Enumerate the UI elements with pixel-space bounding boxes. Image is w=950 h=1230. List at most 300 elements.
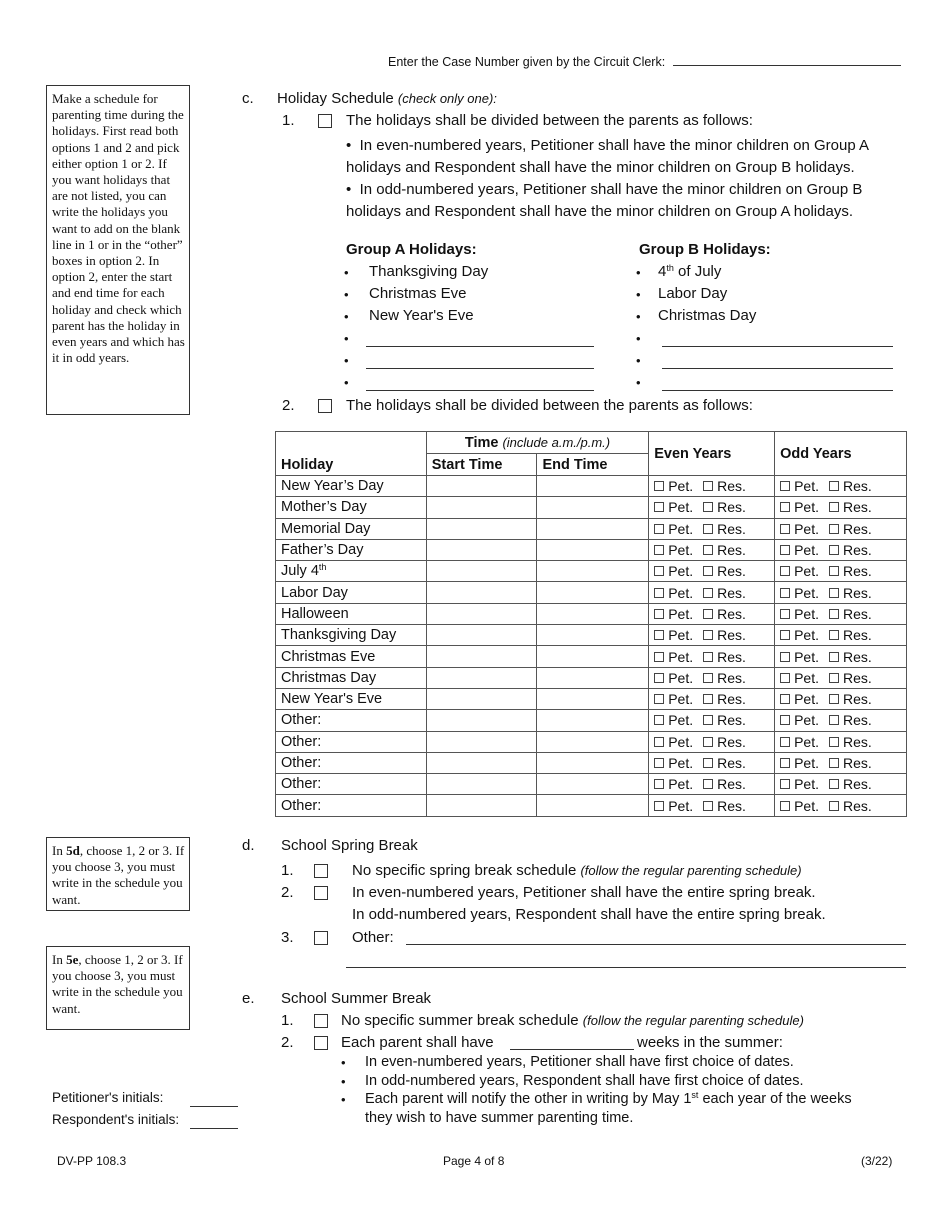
even-years-cell	[649, 710, 775, 731]
holiday-name-cell	[276, 625, 427, 646]
start-time-cell[interactable]	[426, 625, 537, 646]
col-time-label: Time	[464, 434, 499, 451]
checkbox-icon[interactable]	[703, 737, 713, 747]
respondent-initials-input[interactable]	[190, 1128, 238, 1129]
even-years-pet-option[interactable]	[654, 670, 693, 686]
res-label: Res.	[843, 733, 872, 750]
pet-label: Pet.	[794, 520, 819, 537]
case-number-field	[388, 55, 901, 69]
checkbox-icon[interactable]	[654, 630, 664, 640]
odd-years-pet-option[interactable]	[780, 712, 819, 728]
odd-years-res-option[interactable]	[829, 712, 872, 728]
checkbox-icon[interactable]	[703, 694, 713, 704]
checkbox-icon[interactable]	[780, 801, 790, 811]
revision-date: (3/22)	[861, 1154, 893, 1168]
checkbox-icon[interactable]	[780, 694, 790, 704]
checkbox-icon[interactable]	[654, 588, 664, 598]
res-label: Res.	[843, 669, 872, 686]
even-years-rule: • In even-numbered years, Petitioner shall have the minor children on Group A	[346, 137, 870, 154]
odd-years-cell	[775, 752, 907, 773]
pet-label: Pet.	[668, 584, 694, 601]
group-b-blank-line[interactable]	[662, 368, 893, 369]
even-years-pet-option[interactable]	[654, 798, 693, 814]
spring-option-2-checkbox[interactable]	[314, 886, 328, 900]
pet-label: Pet.	[668, 691, 694, 708]
even-years-res-option[interactable]	[703, 734, 746, 750]
even-years-pet-option[interactable]	[654, 606, 693, 622]
note-5d-post: , choose 1, 2 or 3. If you choose 3, you must write in the schedule you want.	[52, 843, 185, 907]
summer-notify-post: each year of the weeks	[698, 1091, 852, 1107]
odd-years-res-option[interactable]	[829, 521, 872, 537]
end-time-cell[interactable]	[537, 646, 649, 667]
even-years-cell	[649, 603, 775, 624]
even-years-pet-option[interactable]	[654, 776, 693, 792]
table-row	[276, 752, 907, 773]
end-time-cell[interactable]	[537, 795, 649, 816]
res-label: Res.	[843, 797, 872, 814]
checkbox-icon[interactable]	[703, 524, 713, 534]
even-years-pet-option[interactable]	[654, 478, 693, 494]
bullet: •	[636, 265, 641, 280]
checkbox-icon[interactable]	[654, 801, 664, 811]
checkbox-icon[interactable]	[829, 715, 839, 725]
end-time-cell[interactable]	[537, 603, 649, 624]
pet-label: Pet.	[794, 478, 819, 495]
note-5e-bold: 5e	[66, 952, 79, 967]
end-time-cell[interactable]	[537, 688, 649, 709]
holiday-name-cell	[276, 561, 427, 582]
odd-years-res-option[interactable]	[829, 563, 872, 579]
odd-years-cell	[775, 731, 907, 752]
start-time-cell[interactable]	[426, 688, 537, 709]
pet-label: Pet.	[794, 797, 819, 814]
odd-years-pet-option[interactable]	[780, 478, 819, 494]
page-number: Page 4 of 8	[443, 1154, 505, 1168]
end-time-cell[interactable]	[537, 561, 649, 582]
bullet: •	[344, 265, 349, 280]
even-years-cell	[649, 774, 775, 795]
odd-years-pet-option[interactable]	[780, 798, 819, 814]
res-label: Res.	[843, 755, 872, 771]
even-years-res-option[interactable]	[703, 478, 746, 494]
odd-years-res-option[interactable]	[829, 798, 872, 814]
res-label: Res.	[717, 776, 746, 793]
checkbox-icon[interactable]	[654, 609, 664, 619]
spring-option-3-text: Other:	[352, 929, 394, 946]
checkbox-icon[interactable]	[654, 758, 664, 768]
start-time-cell[interactable]	[426, 667, 537, 688]
checkbox-icon[interactable]	[654, 737, 664, 747]
odd-years-pet-option[interactable]	[780, 542, 819, 558]
odd-years-res-option[interactable]	[829, 755, 872, 771]
checkbox-icon[interactable]	[654, 502, 664, 512]
start-time-cell[interactable]	[426, 752, 537, 773]
pet-label: Pet.	[668, 542, 694, 559]
checkbox-icon[interactable]	[703, 801, 713, 811]
end-time-cell[interactable]	[537, 582, 649, 603]
checkbox-icon[interactable]	[780, 566, 790, 576]
odd-years-pet-option[interactable]	[780, 585, 819, 601]
even-years-res-option[interactable]	[703, 499, 746, 515]
even-years-cell	[649, 646, 775, 667]
start-time-cell[interactable]	[426, 561, 537, 582]
checkbox-icon[interactable]	[703, 609, 713, 619]
odd-years-res-option[interactable]	[829, 478, 872, 494]
bullet: •	[344, 331, 349, 346]
bullet: •	[344, 353, 349, 368]
checkbox-icon[interactable]	[703, 673, 713, 683]
group-a-blank-line[interactable]	[366, 390, 594, 391]
odd-years-rule: • In odd-numbered years, Petitioner shall have the minor children on Group B	[346, 181, 863, 198]
summer-option-1-number: 1.	[281, 1012, 294, 1029]
res-label: Res.	[717, 605, 746, 622]
even-years-res-option[interactable]	[703, 563, 746, 579]
even-years-cell	[649, 518, 775, 539]
spring-other-line-1[interactable]	[406, 944, 906, 945]
summer-option-2-checkbox[interactable]	[314, 1036, 328, 1050]
end-time-cell[interactable]	[537, 710, 649, 731]
end-time-cell[interactable]	[537, 667, 649, 688]
pet-label: Pet.	[668, 733, 694, 750]
pet-label: Pet.	[794, 563, 819, 580]
start-time-cell[interactable]	[426, 795, 537, 816]
even-years-res-option[interactable]	[703, 585, 746, 601]
pet-label: Pet.	[794, 648, 819, 665]
odd-years-res-option[interactable]	[829, 499, 872, 515]
holiday-name: Other:	[281, 733, 322, 750]
checkbox-icon[interactable]	[829, 673, 839, 683]
bullet: •	[344, 287, 349, 302]
checkbox-icon[interactable]	[829, 566, 839, 576]
checkbox-icon[interactable]	[703, 566, 713, 576]
holiday-name-cell	[276, 774, 427, 795]
col-time-header	[426, 432, 648, 454]
table-row	[276, 476, 907, 497]
even-years-pet-option[interactable]	[654, 712, 693, 728]
note-5e	[46, 946, 190, 1030]
odd-years-pet-option[interactable]	[780, 627, 819, 643]
pet-label: Pet.	[794, 542, 819, 559]
checkbox-icon[interactable]	[654, 524, 664, 534]
checkbox-icon[interactable]	[829, 630, 839, 640]
start-time-cell[interactable]	[426, 539, 537, 560]
odd-years-pet-option[interactable]	[780, 649, 819, 665]
group-b-blank-line[interactable]	[662, 390, 893, 391]
even-years-cell	[649, 476, 775, 497]
checkbox-icon[interactable]	[780, 502, 790, 512]
holiday-name-cell	[276, 688, 427, 709]
summer-notify-line2: they wish to have summer parenting time.	[365, 1110, 634, 1126]
checkbox-icon[interactable]	[703, 758, 713, 768]
option-1-checkbox[interactable]	[318, 114, 332, 128]
checkbox-icon[interactable]	[654, 481, 664, 491]
odd-years-pet-option[interactable]	[780, 563, 819, 579]
pet-label: Pet.	[794, 627, 819, 644]
checkbox-icon[interactable]	[703, 481, 713, 491]
even-years-pet-option[interactable]	[654, 755, 693, 771]
pet-label: Pet.	[668, 755, 694, 771]
odd-years-pet-option[interactable]	[780, 776, 819, 792]
option-1-bullets	[346, 135, 869, 223]
odd-years-cell	[775, 476, 907, 497]
odd-years-res-option[interactable]	[829, 670, 872, 686]
holiday-name: Mother’s Day	[281, 499, 367, 516]
res-label: Res.	[717, 733, 746, 750]
even-years-res-option[interactable]	[703, 755, 746, 771]
odd-years-res-option[interactable]	[829, 627, 872, 643]
checkbox-icon[interactable]	[703, 779, 713, 789]
start-time-cell[interactable]	[426, 476, 537, 497]
even-years-cell	[649, 561, 775, 582]
holiday-name: Other:	[281, 712, 322, 729]
table-row	[276, 518, 907, 539]
even-years-res-option[interactable]	[703, 521, 746, 537]
end-time-cell[interactable]	[537, 625, 649, 646]
checkbox-icon[interactable]	[780, 779, 790, 789]
checkbox-icon[interactable]	[654, 652, 664, 662]
checkbox-icon[interactable]	[780, 545, 790, 555]
even-years-pet-option[interactable]	[654, 521, 693, 537]
petitioner-initials-input[interactable]	[190, 1106, 238, 1107]
checkbox-icon[interactable]	[829, 779, 839, 789]
checkbox-icon[interactable]	[780, 524, 790, 534]
end-time-cell[interactable]	[537, 539, 649, 560]
res-label: Res.	[717, 627, 746, 644]
even-years-cell	[649, 752, 775, 773]
spring-option-3-checkbox[interactable]	[314, 931, 328, 945]
end-time-cell[interactable]	[537, 774, 649, 795]
summer-option-1-text	[341, 1012, 804, 1029]
pet-label: Pet.	[794, 712, 819, 729]
start-time-cell[interactable]	[426, 603, 537, 624]
checkbox-icon[interactable]	[829, 545, 839, 555]
odd-years-pet-option[interactable]	[780, 606, 819, 622]
note-5d	[46, 837, 190, 911]
spring-option-1-number: 1.	[281, 862, 294, 879]
table-row	[276, 731, 907, 752]
holiday-name-cell	[276, 795, 427, 816]
option-2-checkbox[interactable]	[318, 399, 332, 413]
checkbox-icon[interactable]	[654, 694, 664, 704]
checkbox-icon[interactable]	[703, 545, 713, 555]
checkbox-icon[interactable]	[654, 673, 664, 683]
checkbox-icon[interactable]	[829, 737, 839, 747]
odd-years-res-option[interactable]	[829, 542, 872, 558]
odd-years-cell	[775, 774, 907, 795]
spring-other-line-2[interactable]	[346, 967, 906, 968]
even-years-pet-option[interactable]	[654, 542, 693, 558]
even-years-pet-option[interactable]	[654, 627, 693, 643]
bullet: •	[341, 1092, 346, 1107]
pet-label: Pet.	[668, 478, 694, 495]
pet-label: Pet.	[794, 733, 819, 750]
odd-years-cell	[775, 518, 907, 539]
summer-option-1-checkbox[interactable]	[314, 1014, 328, 1028]
checkbox-icon[interactable]	[654, 545, 664, 555]
pet-label: Pet.	[668, 712, 694, 729]
checkbox-icon[interactable]	[780, 609, 790, 619]
checkbox-icon[interactable]	[703, 588, 713, 598]
col-holiday-header: Holiday	[276, 432, 427, 476]
holiday-table	[275, 431, 907, 817]
checkbox-icon[interactable]	[780, 588, 790, 598]
res-label: Res.	[717, 520, 746, 537]
res-label: Res.	[717, 648, 746, 665]
spring-option-2-line2: In odd-numbered years, Respondent shall have the entire spring break.	[352, 906, 826, 923]
pet-label: Pet.	[794, 691, 819, 708]
spring-option-1-checkbox[interactable]	[314, 864, 328, 878]
even-years-cell	[649, 731, 775, 752]
odd-years-res-option[interactable]	[829, 585, 872, 601]
odd-years-pet-option[interactable]	[780, 691, 819, 707]
holiday-name: July 4	[281, 563, 319, 580]
start-time-cell[interactable]	[426, 518, 537, 539]
pet-label: Pet.	[668, 648, 694, 665]
case-number-input[interactable]	[673, 65, 901, 66]
even-years-cell	[649, 582, 775, 603]
odd-years-pet-option[interactable]	[780, 755, 819, 771]
checkbox-icon[interactable]	[703, 652, 713, 662]
even-years-res-option[interactable]	[703, 798, 746, 814]
even-years-pet-option[interactable]	[654, 499, 693, 515]
group-a-blank-line[interactable]	[366, 368, 594, 369]
table-row	[276, 646, 907, 667]
start-time-cell[interactable]	[426, 731, 537, 752]
summer-notify-sup: st	[691, 1090, 699, 1100]
checkbox-icon[interactable]	[654, 715, 664, 725]
odd-years-pet-option[interactable]	[780, 521, 819, 537]
odd-years-res-option[interactable]	[829, 776, 872, 792]
odd-years-res-option[interactable]	[829, 734, 872, 750]
even-years-res-option[interactable]	[703, 649, 746, 665]
end-time-cell[interactable]	[537, 497, 649, 518]
bullet: •	[636, 309, 641, 324]
res-label: Res.	[843, 712, 872, 729]
checkbox-icon[interactable]	[780, 652, 790, 662]
checkbox-icon[interactable]	[780, 673, 790, 683]
checkbox-icon[interactable]	[780, 481, 790, 491]
even-years-res-option[interactable]	[703, 712, 746, 728]
checkbox-icon[interactable]	[780, 737, 790, 747]
holiday-name-sup: th	[318, 562, 327, 573]
end-time-cell[interactable]	[537, 752, 649, 773]
holiday-name: Christmas Day	[281, 669, 377, 686]
end-time-cell[interactable]	[537, 731, 649, 752]
checkbox-icon[interactable]	[829, 481, 839, 491]
checkbox-icon[interactable]	[829, 588, 839, 598]
holiday-name: Other:	[281, 755, 322, 771]
start-time-cell[interactable]	[426, 582, 537, 603]
odd-years-res-option[interactable]	[829, 649, 872, 665]
group-b-item	[658, 263, 721, 280]
summer-option-2-number: 2.	[281, 1034, 294, 1051]
odd-years-rule-line1: In odd-numbered years, Petitioner shall have the minor children on Group B	[359, 181, 863, 198]
even-years-pet-option[interactable]	[654, 691, 693, 707]
table-row	[276, 539, 907, 560]
start-time-cell[interactable]	[426, 497, 537, 518]
res-label: Res.	[843, 776, 872, 793]
summer-option-1-note: (follow the regular parenting schedule)	[582, 1013, 804, 1028]
summer-weeks-input[interactable]	[510, 1049, 634, 1050]
petitioner-initials	[52, 1090, 163, 1105]
even-years-cell	[649, 795, 775, 816]
checkbox-icon[interactable]	[703, 630, 713, 640]
even-years-pet-option[interactable]	[654, 585, 693, 601]
checkbox-icon[interactable]	[829, 758, 839, 768]
odd-years-pet-option[interactable]	[780, 734, 819, 750]
even-years-pet-option[interactable]	[654, 649, 693, 665]
spring-option-1-note: (follow the regular parenting schedule)	[580, 863, 802, 878]
group-b-blank-line[interactable]	[662, 346, 893, 347]
pet-label: Pet.	[668, 776, 694, 793]
end-time-cell[interactable]	[537, 518, 649, 539]
holiday-name: Father’s Day	[281, 542, 364, 559]
pet-label: Pet.	[794, 499, 819, 516]
odd-years-res-option[interactable]	[829, 606, 872, 622]
odd-years-pet-option[interactable]	[780, 499, 819, 515]
even-years-res-option[interactable]	[703, 776, 746, 792]
group-a-item: Thanksgiving Day	[369, 263, 489, 280]
end-time-cell[interactable]	[537, 476, 649, 497]
checkbox-icon[interactable]	[829, 801, 839, 811]
even-years-res-option[interactable]	[703, 670, 746, 686]
checkbox-icon[interactable]	[829, 609, 839, 619]
checkbox-icon[interactable]	[703, 715, 713, 725]
summer-notify-pre: Each parent will notify the other in writing by May 1	[365, 1091, 692, 1107]
start-time-cell[interactable]	[426, 774, 537, 795]
checkbox-icon[interactable]	[829, 694, 839, 704]
checkbox-icon[interactable]	[829, 652, 839, 662]
checkbox-icon[interactable]	[654, 779, 664, 789]
even-years-res-option[interactable]	[703, 691, 746, 707]
summer-even-rule: In even-numbered years, Petitioner shall have first choice of dates.	[365, 1054, 794, 1070]
holiday-name: Christmas Eve	[281, 648, 376, 665]
group-a-blank-line[interactable]	[366, 346, 594, 347]
section-c-letter: c.	[242, 90, 254, 107]
checkbox-icon[interactable]	[654, 566, 664, 576]
checkbox-icon[interactable]	[829, 502, 839, 512]
res-label: Res.	[717, 499, 746, 516]
checkbox-icon[interactable]	[780, 715, 790, 725]
start-time-cell[interactable]	[426, 710, 537, 731]
col-time-note: (include a.m./p.m.)	[502, 434, 611, 450]
res-label: Res.	[843, 627, 872, 644]
odd-years-res-option[interactable]	[829, 691, 872, 707]
checkbox-icon[interactable]	[780, 758, 790, 768]
even-years-pet-option[interactable]	[654, 563, 693, 579]
checkbox-icon[interactable]	[703, 502, 713, 512]
bullet: •	[341, 1055, 346, 1070]
start-time-cell[interactable]	[426, 646, 537, 667]
even-years-cell	[649, 625, 775, 646]
group-a-item: Christmas Eve	[369, 285, 467, 302]
odd-years-pet-option[interactable]	[780, 670, 819, 686]
even-years-pet-option[interactable]	[654, 734, 693, 750]
even-years-res-option[interactable]	[703, 542, 746, 558]
even-years-res-option[interactable]	[703, 627, 746, 643]
form-id: DV-PP 108.3	[57, 1154, 127, 1168]
bullet: •	[636, 287, 641, 302]
group-b-item-sup: th	[666, 263, 674, 273]
checkbox-icon[interactable]	[829, 524, 839, 534]
checkbox-icon[interactable]	[780, 630, 790, 640]
pet-label: Pet.	[668, 627, 694, 644]
bullet: •	[636, 331, 641, 346]
even-years-res-option[interactable]	[703, 606, 746, 622]
res-label: Res.	[843, 648, 872, 665]
summer-notify-rule	[365, 1091, 852, 1107]
holiday-name-cell	[276, 582, 427, 603]
